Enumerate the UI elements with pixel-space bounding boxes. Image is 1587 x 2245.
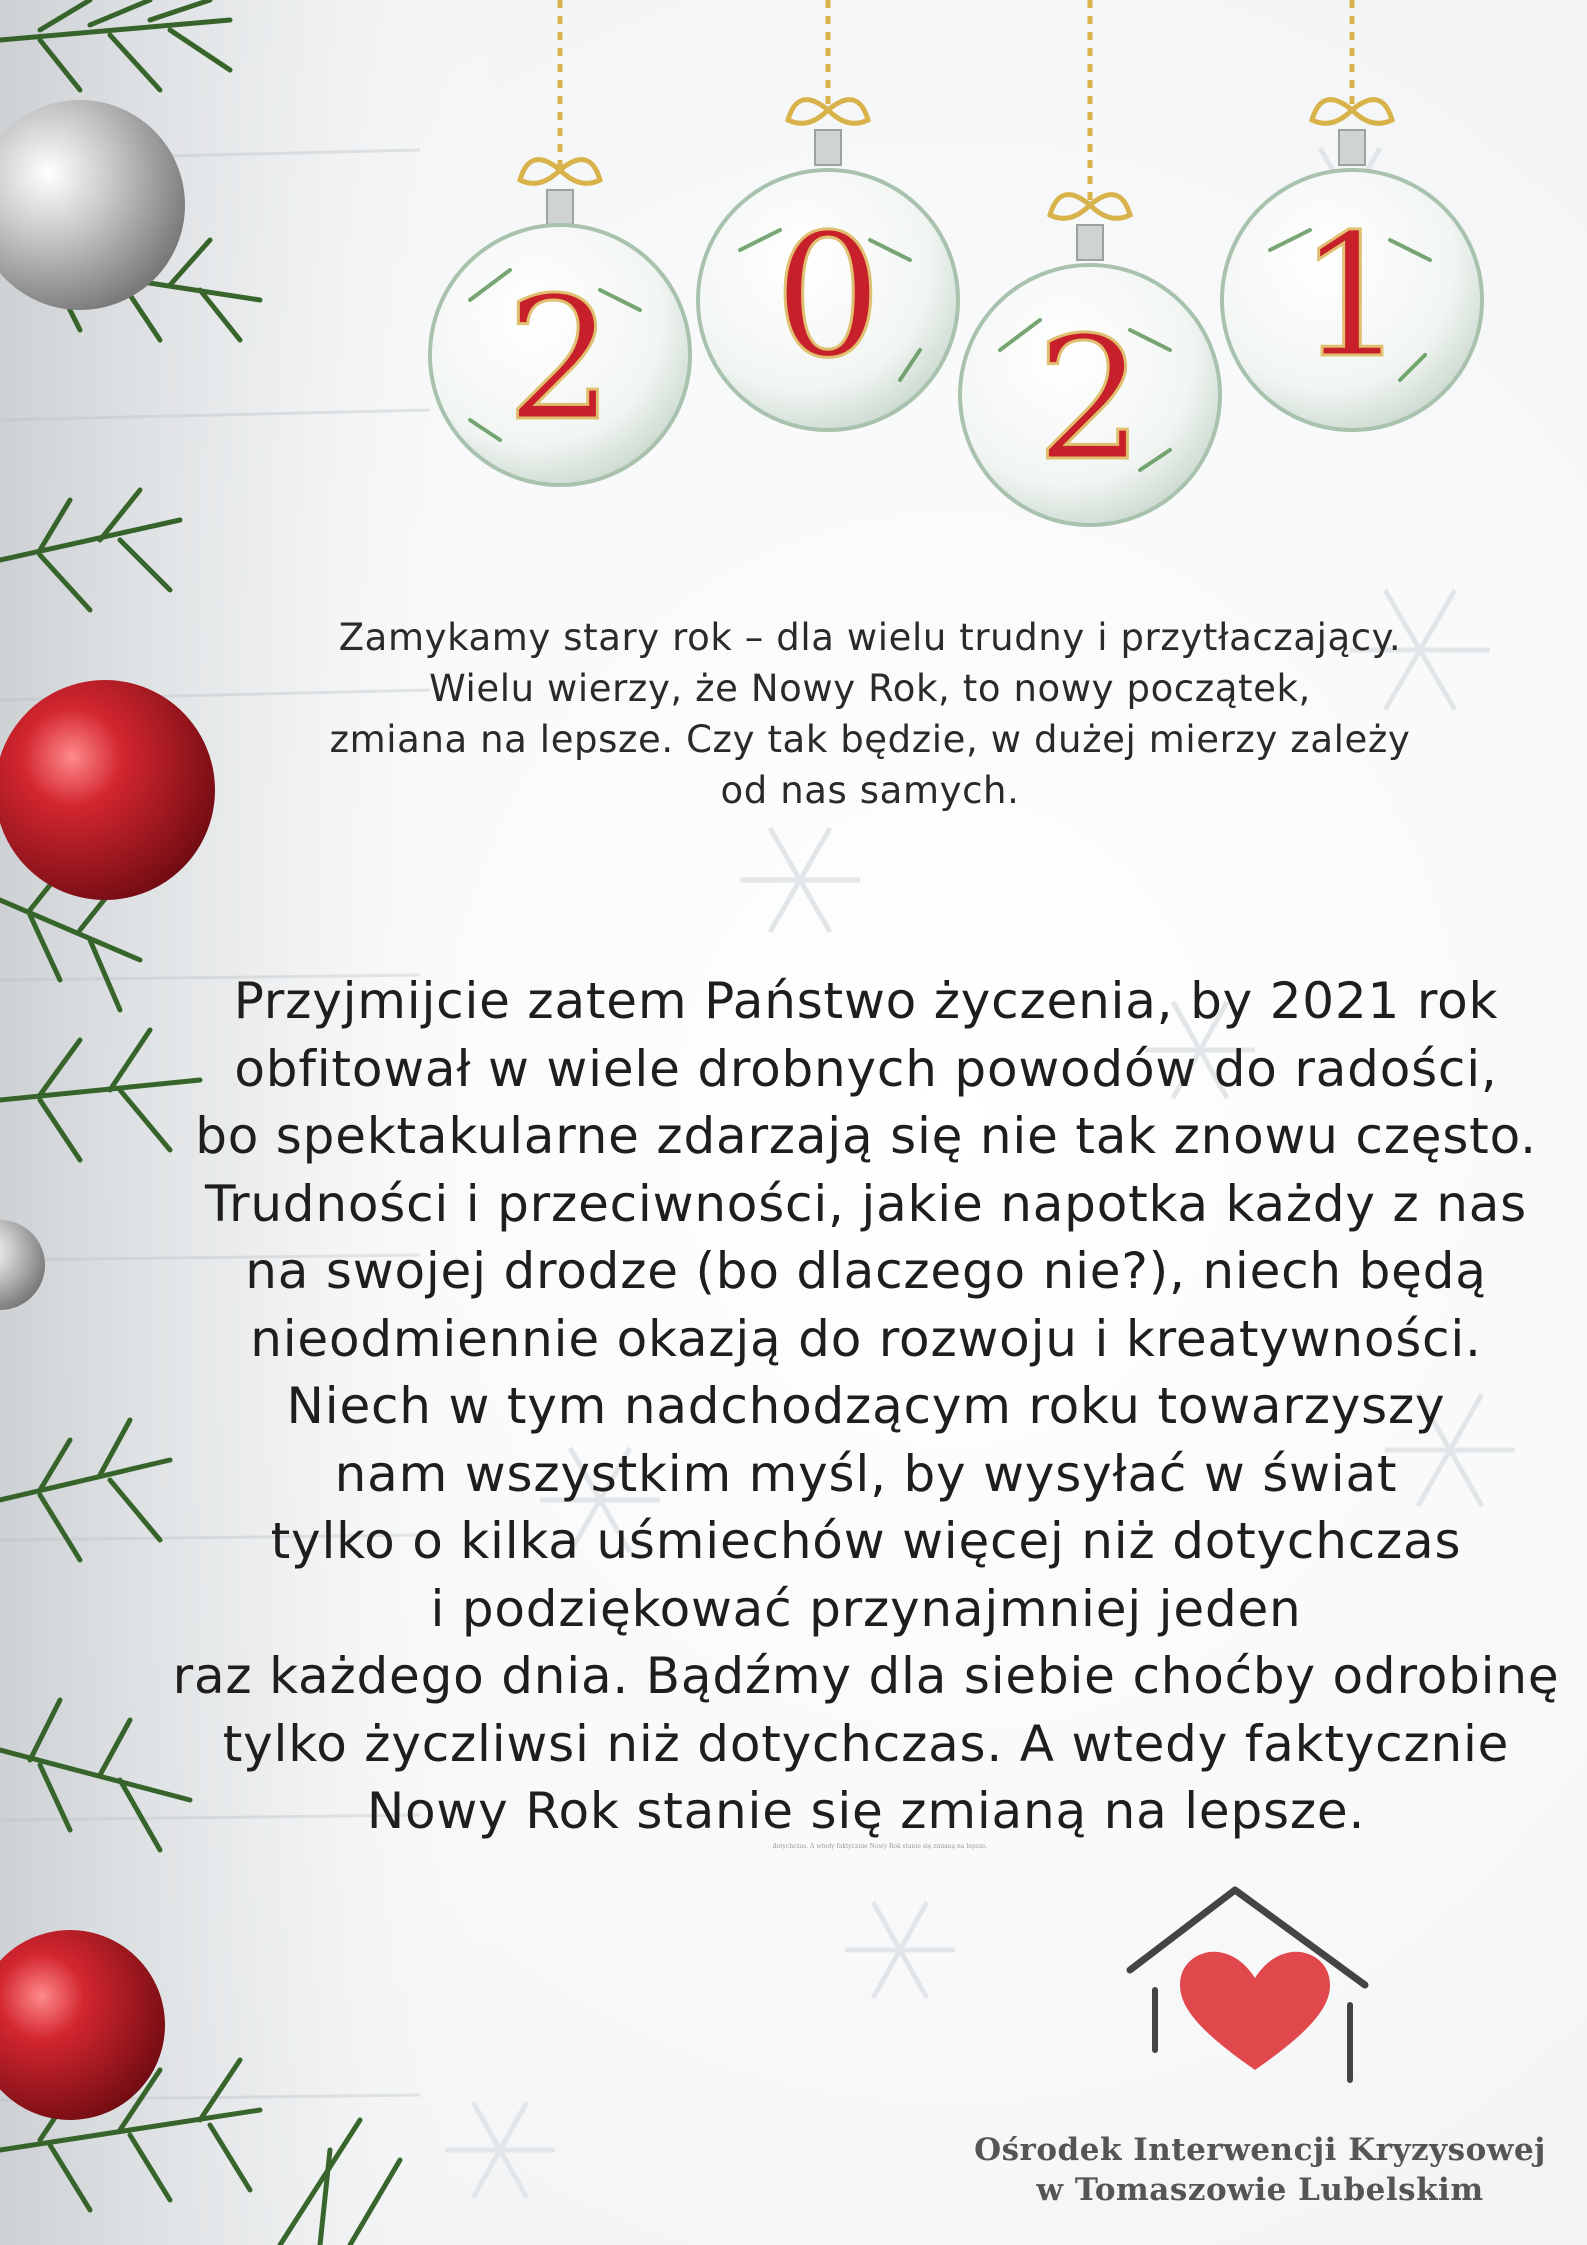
wishes-paragraph (150, 968, 1582, 1846)
wishes-line: na swojej drodze (bo dlaczego nie?), niech będą (245, 1242, 1487, 1300)
heart-icon (1180, 1952, 1330, 2070)
wishes-line: tylko o kilka uśmiechów więcej niż dotychczas (270, 1512, 1462, 1570)
organization-name (930, 2130, 1587, 2210)
wishes-line: Przyjmijcie zatem Państwo życzenia, by 2021 rok (233, 972, 1499, 1030)
wishes-line: nam wszystkim myśl, by wysyłać w świat (334, 1444, 1398, 1503)
wishes-line: tylko życzliwsi niż dotychczas. A wtedy faktycznie (222, 1714, 1510, 1773)
red-ornament (0, 680, 215, 900)
wishes-line: bo spektakularne zdarzają się nie tak znowu często. (195, 1107, 1537, 1165)
intro-line: Zamykamy stary rok – dla wielu trudny i przytłaczający. (338, 616, 1402, 659)
wishes-line: Nowy Rok stanie się zmianą na lepsze. (366, 1782, 1366, 1840)
year-digit-4: 1 (1297, 198, 1407, 396)
intro-line: od nas samych. (720, 769, 1020, 812)
year-digit-3: 2 (1035, 301, 1145, 499)
organization-name-line2: w Tomaszowie Lubelskim (1036, 2172, 1484, 2208)
wishes-line: i podziękować przynajmniej jeden (430, 1579, 1302, 1638)
organization-name-line1: Ośrodek Interwencji Kryzysowej (974, 2132, 1546, 2168)
year-digit-1: 2 (505, 261, 615, 459)
organization-logo (1110, 1880, 1380, 2090)
wishes-line: nieodmiennie okazją do rozwoju i kreatywności. (250, 1309, 1482, 1368)
wishes-line: Trudności i przeciwności, jakie napotka każdy z nas (204, 1174, 1528, 1233)
tiny-footnote-text: dotychczas. A wtedy faktycznie Nowy Rok stanie się zmianą na lepsze. (772, 1843, 988, 1850)
intro-line: zmiana na lepsze. Czy tak będzie, w dużej mierzy zależy (329, 718, 1411, 761)
wishes-line: Niech w tym nadchodzącym roku towarzyszy (286, 1377, 1446, 1435)
wishes-line: obfitował w wiele drobnych powodów do radości, (234, 1039, 1498, 1098)
year-digit-2: 0 (773, 198, 883, 396)
intro-paragraph (240, 612, 1500, 816)
intro-line: Wielu wierzy, że Nowy Rok, to nowy początek, (429, 667, 1311, 710)
wishes-line: raz każdego dnia. Bądźmy dla siebie choćby odrobinę (172, 1647, 1560, 1705)
